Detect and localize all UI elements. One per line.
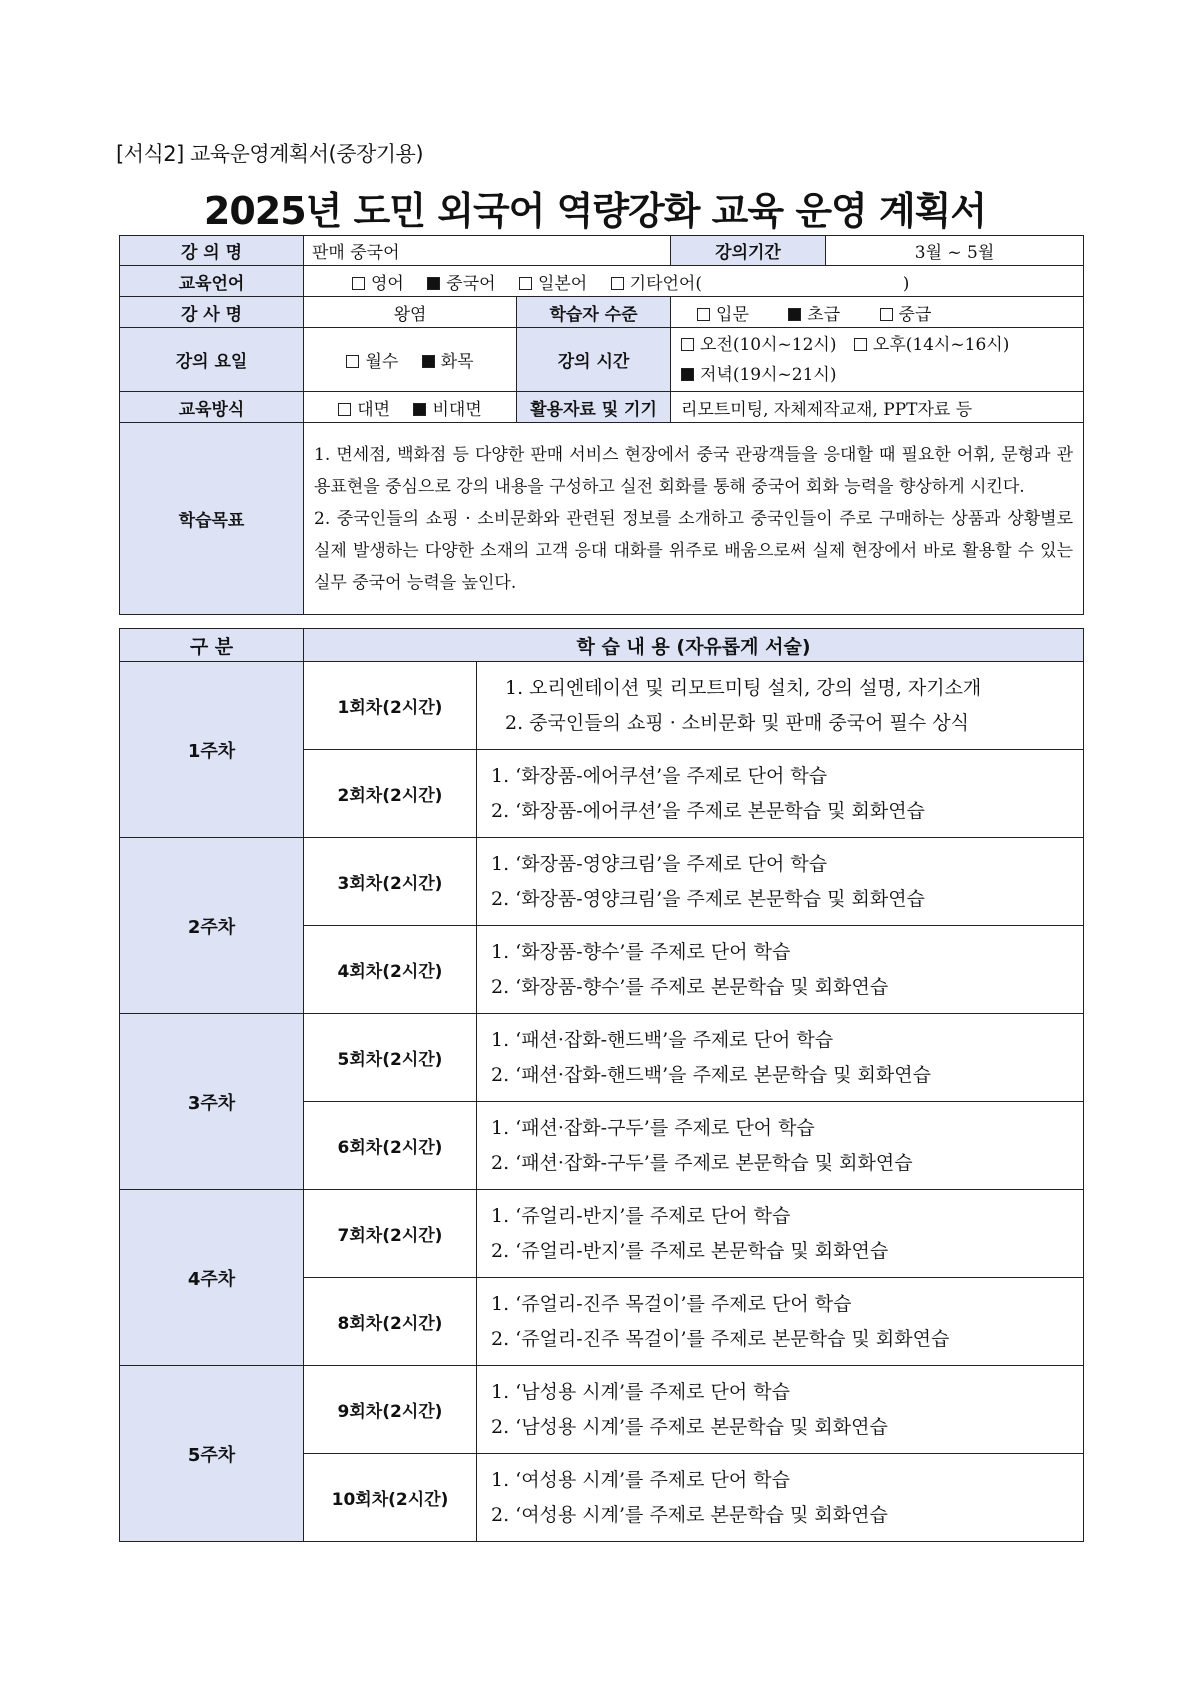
instructor-label: 강 사 명 bbox=[120, 297, 304, 328]
language-options bbox=[304, 266, 1084, 297]
session-content bbox=[477, 1366, 1084, 1454]
level-option[interactable]: 초급 bbox=[788, 300, 840, 325]
content-line: 1. ‘쥬얼리-진주 목걸이’를 주제로 단어 학습 bbox=[491, 1292, 852, 1315]
content-line: 1. 오리엔테이션 및 리모트미팅 설치, 강의 설명, 자기소개 bbox=[505, 676, 982, 699]
session-label: 9회차(2시간) bbox=[304, 1366, 477, 1454]
content-line: 1. ‘남성용 시계’를 주제로 단어 학습 bbox=[491, 1380, 791, 1403]
objective-item: 2. 중국인들의 쇼핑 · 소비문화와 관련된 정보를 소개하고 중국인들이 주로 구매하는 상품과 상황별로 실제 발생하는 다양한 소재의 고객 응대 대화를 위주로 배움으로써 실제 현장에서 바로 활용할 수 있는 실무 중국어 능력을 높인다. bbox=[314, 508, 1074, 593]
checkbox-icon bbox=[338, 403, 351, 416]
document-title: 2025년 도민 외국어 역량강화 교육 운영 계획서 bbox=[203, 189, 987, 233]
objective-item: 1. 면세점, 백화점 등 다양한 판매 서비스 현장에서 중국 관광객들을 응대할 때 필요한 어휘, 문형과 관용표현을 중심으로 강의 내용을 구성하고 실전 회화를 통해 중국어 회화 능력을 향상하게 시킨다. bbox=[314, 444, 1074, 497]
session-label: 4회차(2시간) bbox=[304, 926, 477, 1014]
session-content bbox=[477, 1278, 1084, 1366]
checkbox-icon bbox=[697, 308, 710, 321]
checkbox-checked-icon bbox=[681, 368, 694, 381]
content-line: 2. ‘쥬얼리-반지’를 주제로 본문학습 및 회화연습 bbox=[491, 1239, 889, 1262]
content-line: 1. ‘쥬얼리-반지’를 주제로 단어 학습 bbox=[491, 1204, 791, 1227]
course-info-table bbox=[119, 235, 1084, 615]
time-label: 강의 시간 bbox=[517, 328, 671, 392]
session-content bbox=[477, 1102, 1084, 1190]
method-option[interactable]: 비대면 bbox=[413, 395, 481, 420]
content-line: 1. ‘패션·잡화-핸드백’을 주제로 단어 학습 bbox=[491, 1028, 834, 1051]
time-option[interactable]: 저녁(19시~21시) bbox=[681, 360, 836, 390]
checkbox-checked-icon bbox=[413, 403, 426, 416]
week-label: 1주차 bbox=[120, 662, 304, 838]
instructor-value: 왕염 bbox=[304, 297, 517, 328]
time-option[interactable]: 오후(14시~16시) bbox=[854, 330, 1009, 360]
objective-text bbox=[304, 423, 1084, 615]
session-content bbox=[477, 838, 1084, 926]
checkbox-icon bbox=[611, 277, 624, 290]
day-options bbox=[304, 328, 517, 392]
checkbox-checked-icon bbox=[422, 355, 435, 368]
language-close: ) bbox=[902, 273, 910, 294]
division-header: 구 분 bbox=[120, 629, 304, 662]
time-option[interactable]: 오전(10시~12시) bbox=[681, 330, 836, 360]
checkbox-checked-icon bbox=[788, 308, 801, 321]
session-label: 6회차(2시간) bbox=[304, 1102, 477, 1190]
checkbox-icon bbox=[346, 355, 359, 368]
session-content bbox=[477, 926, 1084, 1014]
content-header: 학 습 내 용 (자유롭게 서술) bbox=[304, 629, 1084, 662]
materials-value: 리모트미팅, 자체제작교재, PPT자료 등 bbox=[671, 392, 1084, 423]
materials-label: 활용자료 및 기기 bbox=[517, 392, 671, 423]
checkbox-icon bbox=[519, 277, 532, 290]
content-line: 2. 중국인들의 쇼핑 · 소비문화 및 판매 중국어 필수 상식 bbox=[505, 711, 969, 734]
weekly-plan-table bbox=[119, 628, 1084, 1542]
course-name-label: 강 의 명 bbox=[120, 236, 304, 266]
period-label: 강의기간 bbox=[671, 236, 826, 266]
content-line: 1. ‘패션·잡화-구두’를 주제로 단어 학습 bbox=[491, 1116, 815, 1139]
content-line: 2. ‘패션·잡화-구두’를 주제로 본문학습 및 회화연습 bbox=[491, 1151, 913, 1174]
language-option[interactable]: 중국어 bbox=[427, 269, 495, 294]
day-label: 강의 요일 bbox=[120, 328, 304, 392]
checkbox-checked-icon bbox=[427, 277, 440, 290]
week-label: 5주차 bbox=[120, 1366, 304, 1542]
time-options bbox=[671, 328, 1084, 392]
session-label: 5회차(2시간) bbox=[304, 1014, 477, 1102]
form-label: [서식2] 교육운영계획서(중장기용) bbox=[116, 142, 424, 166]
level-label: 학습자 수준 bbox=[517, 297, 671, 328]
session-content bbox=[477, 1014, 1084, 1102]
day-option[interactable]: 월수 bbox=[346, 347, 398, 372]
session-label: 8회차(2시간) bbox=[304, 1278, 477, 1366]
checkbox-icon bbox=[681, 338, 694, 351]
session-label: 7회차(2시간) bbox=[304, 1190, 477, 1278]
week-label: 4주차 bbox=[120, 1190, 304, 1366]
content-line: 1. ‘화장품-영양크림’을 주제로 단어 학습 bbox=[491, 852, 828, 875]
content-line: 1. ‘화장품-향수’를 주제로 단어 학습 bbox=[491, 940, 791, 963]
content-line: 2. ‘남성용 시계’를 주제로 본문학습 및 회화연습 bbox=[491, 1415, 888, 1438]
content-line: 2. ‘화장품-향수’를 주제로 본문학습 및 회화연습 bbox=[491, 975, 889, 998]
session-content bbox=[477, 750, 1084, 838]
language-option[interactable]: 기타언어( bbox=[611, 269, 702, 294]
language-option[interactable]: 일본어 bbox=[519, 269, 587, 294]
method-options bbox=[304, 392, 517, 423]
period-value: 3월 ~ 5월 bbox=[826, 236, 1084, 266]
content-line: 2. ‘화장품-에어쿠션’을 주제로 본문학습 및 회화연습 bbox=[491, 799, 925, 822]
day-option[interactable]: 화목 bbox=[422, 347, 474, 372]
session-label: 1회차(2시간) bbox=[304, 662, 477, 750]
content-line: 2. ‘화장품-영양크림’을 주제로 본문학습 및 회화연습 bbox=[491, 887, 925, 910]
week-label: 3주차 bbox=[120, 1014, 304, 1190]
session-content bbox=[477, 1454, 1084, 1542]
level-option[interactable]: 입문 bbox=[697, 300, 749, 325]
session-label: 3회차(2시간) bbox=[304, 838, 477, 926]
checkbox-icon bbox=[880, 308, 893, 321]
week-label: 2주차 bbox=[120, 838, 304, 1014]
content-line: 2. ‘여성용 시계’를 주제로 본문학습 및 회화연습 bbox=[491, 1503, 888, 1526]
content-line: 2. ‘패션·잡화-핸드백’을 주제로 본문학습 및 회화연습 bbox=[491, 1063, 931, 1086]
language-label: 교육언어 bbox=[120, 266, 304, 297]
session-content bbox=[477, 1190, 1084, 1278]
checkbox-icon bbox=[352, 277, 365, 290]
method-label: 교육방식 bbox=[120, 392, 304, 423]
level-option[interactable]: 중급 bbox=[880, 300, 932, 325]
level-options bbox=[671, 297, 1084, 328]
session-label: 10회차(2시간) bbox=[304, 1454, 477, 1542]
method-option[interactable]: 대면 bbox=[338, 395, 390, 420]
session-content bbox=[477, 662, 1084, 750]
language-option[interactable]: 영어 bbox=[352, 269, 404, 294]
content-line: 2. ‘쥬얼리-진주 목걸이’를 주제로 본문학습 및 회화연습 bbox=[491, 1327, 950, 1350]
content-line: 1. ‘여성용 시계’를 주제로 단어 학습 bbox=[491, 1468, 791, 1491]
objective-label: 학습목표 bbox=[120, 423, 304, 615]
checkbox-icon bbox=[854, 338, 867, 351]
session-label: 2회차(2시간) bbox=[304, 750, 477, 838]
content-line: 1. ‘화장품-에어쿠션’을 주제로 단어 학습 bbox=[491, 764, 828, 787]
course-name-value: 판매 중국어 bbox=[304, 236, 671, 266]
